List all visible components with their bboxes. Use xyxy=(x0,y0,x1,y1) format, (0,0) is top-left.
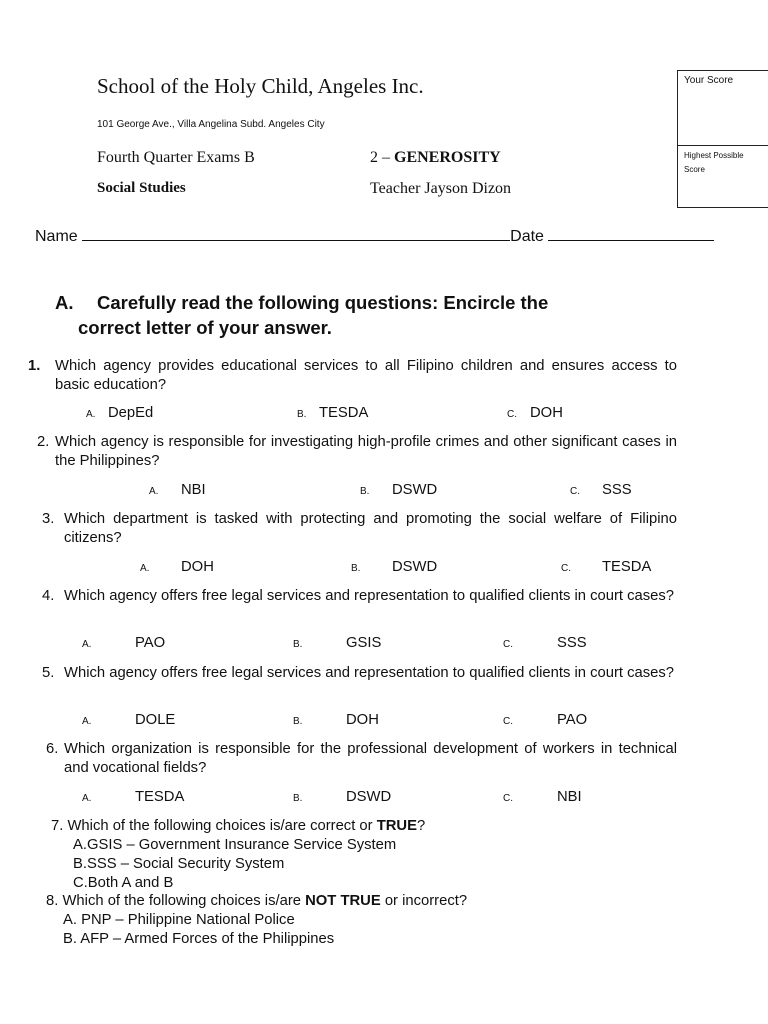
choice-letter: B. xyxy=(360,486,370,497)
exam-title: Fourth Quarter Exams B xyxy=(97,149,255,166)
choice-text: DSWD xyxy=(392,482,438,498)
question-1 xyxy=(28,357,677,395)
question-5 xyxy=(42,664,677,683)
choice-text: DOLE xyxy=(135,712,176,728)
question-text: Which of the following choices is/are xyxy=(62,893,306,909)
choice-letter: B. xyxy=(351,563,361,574)
question-3 xyxy=(42,510,677,548)
question-4 xyxy=(42,587,677,606)
choice-4c[interactable] xyxy=(503,635,587,651)
choice-letter: C. xyxy=(570,486,580,497)
option-7a[interactable]: A.GSIS – Government Insurance Service System xyxy=(73,837,397,853)
question-text: Which agency is responsible for investigating high-profile crimes and other significant cases in the Philippines? xyxy=(55,434,677,469)
choice-6c[interactable] xyxy=(503,789,582,805)
question-2 xyxy=(37,433,677,471)
choice-text: NBI xyxy=(557,789,582,805)
choice-text: NBI xyxy=(181,482,206,498)
score-box xyxy=(677,70,768,208)
choice-4a[interactable] xyxy=(82,635,165,651)
teacher-name: Teacher Jayson Dizon xyxy=(370,180,512,197)
choice-text: GSIS xyxy=(346,635,382,651)
question-text: Which of the following choices is/are correct or xyxy=(67,818,377,834)
choice-5a[interactable] xyxy=(82,712,175,728)
question-number: 7. xyxy=(51,818,64,834)
choice-text: TESDA xyxy=(319,405,369,421)
option-7c[interactable]: C.Both A and B xyxy=(73,875,174,891)
choice-text: TESDA xyxy=(602,559,652,575)
school-name: School of the Holy Child, Angeles Inc. xyxy=(97,74,424,98)
choice-text: DSWD xyxy=(392,559,438,575)
section-name: GENEROSITY xyxy=(394,149,501,166)
choice-text: DepEd xyxy=(108,405,154,421)
choice-letter: B. xyxy=(297,409,307,420)
choice-text: DSWD xyxy=(346,789,392,805)
question-text: Which agency provides educational services to all Filipino children and ensures access to basic education? xyxy=(55,358,677,393)
school-address: 101 George Ave., Villa Angelina Subd. Angeles City xyxy=(97,119,325,130)
question-number: 6. xyxy=(46,741,59,757)
question-text-bold: NOT TRUE xyxy=(305,893,381,909)
question-text-bold: TRUE xyxy=(376,818,417,834)
choice-2c[interactable] xyxy=(570,482,632,498)
choice-letter: A. xyxy=(82,639,92,650)
instructions xyxy=(55,290,548,340)
choice-5c[interactable] xyxy=(503,712,587,728)
choice-5b[interactable] xyxy=(293,712,379,728)
choice-text: SSS xyxy=(557,635,587,651)
your-score-label: Your Score xyxy=(684,75,734,86)
instructions-line2: correct letter of your answer. xyxy=(78,317,332,338)
choice-text: DOH xyxy=(181,559,214,575)
choice-3a[interactable] xyxy=(140,559,214,575)
choice-text: TESDA xyxy=(135,789,185,805)
question-text-end: ? xyxy=(416,818,426,834)
choice-letter: C. xyxy=(503,793,513,804)
question-7 xyxy=(51,817,671,893)
question-8 xyxy=(46,892,666,949)
option-8b[interactable]: B. AFP – Armed Forces of the Philippines xyxy=(63,931,335,947)
question-text-end: or incorrect? xyxy=(380,893,468,909)
question-6 xyxy=(46,740,677,778)
choice-letter: B. xyxy=(293,793,303,804)
instructions-line1: Carefully read the following questions: Encircle the xyxy=(97,292,549,313)
name-label: Name xyxy=(35,228,78,245)
question-number: 8. xyxy=(46,893,59,909)
choice-3b[interactable] xyxy=(351,559,437,575)
choice-1c[interactable] xyxy=(507,405,563,421)
choice-letter: C. xyxy=(503,716,513,727)
score-divider xyxy=(678,145,768,146)
choice-letter: A. xyxy=(86,409,96,420)
section-number: 2 – xyxy=(370,149,390,166)
choice-text: DOH xyxy=(346,712,379,728)
highest-score-label: Highest Possible Score xyxy=(684,151,744,174)
choice-letter: B. xyxy=(293,716,303,727)
choice-1a[interactable] xyxy=(86,405,153,421)
question-number: 3. xyxy=(42,511,55,527)
choice-6a[interactable] xyxy=(82,789,184,805)
choice-text: SSS xyxy=(602,482,632,498)
choice-text: DOH xyxy=(530,405,563,421)
choice-letter: A. xyxy=(149,486,159,497)
date-label: Date xyxy=(510,228,544,245)
choice-text: PAO xyxy=(557,712,588,728)
question-number: 5. xyxy=(42,665,55,681)
choice-letter: A. xyxy=(140,563,150,574)
choice-letter: C. xyxy=(503,639,513,650)
choice-letter: C. xyxy=(561,563,571,574)
choice-letter: C. xyxy=(507,409,517,420)
name-date-row xyxy=(35,226,714,246)
choice-letter: A. xyxy=(82,716,92,727)
question-text: Which organization is responsible for the professional development of workers in technical and vocational fields? xyxy=(64,741,677,776)
choice-4b[interactable] xyxy=(293,635,381,651)
section xyxy=(370,149,501,167)
subject: Social Studies xyxy=(97,180,186,196)
choice-text: PAO xyxy=(135,635,166,651)
name-field[interactable] xyxy=(82,226,510,241)
option-7b[interactable]: B.SSS – Social Security System xyxy=(73,856,285,872)
question-number: 2. xyxy=(37,434,50,450)
question-text: Which department is tasked with protecting and promoting the social welfare of Filipino citizens? xyxy=(64,511,677,546)
question-text: Which agency offers free legal services and representation to qualified clients in court cases? xyxy=(64,588,675,604)
choice-6b[interactable] xyxy=(293,789,391,805)
question-number: 1. xyxy=(28,358,41,374)
choice-2a[interactable] xyxy=(149,482,206,498)
choice-letter: B. xyxy=(293,639,303,650)
question-number: 4. xyxy=(42,588,55,604)
choice-2b[interactable] xyxy=(360,482,437,498)
choice-3c[interactable] xyxy=(561,559,651,575)
choice-letter: A. xyxy=(82,793,92,804)
option-8a[interactable]: A. PNP – Philippine National Police xyxy=(63,912,295,928)
choice-1b[interactable] xyxy=(297,405,368,421)
question-text: Which agency offers free legal services and representation to qualified clients in court cases? xyxy=(64,665,675,681)
date-field[interactable] xyxy=(548,226,714,241)
instructions-letter: A. xyxy=(55,292,74,313)
